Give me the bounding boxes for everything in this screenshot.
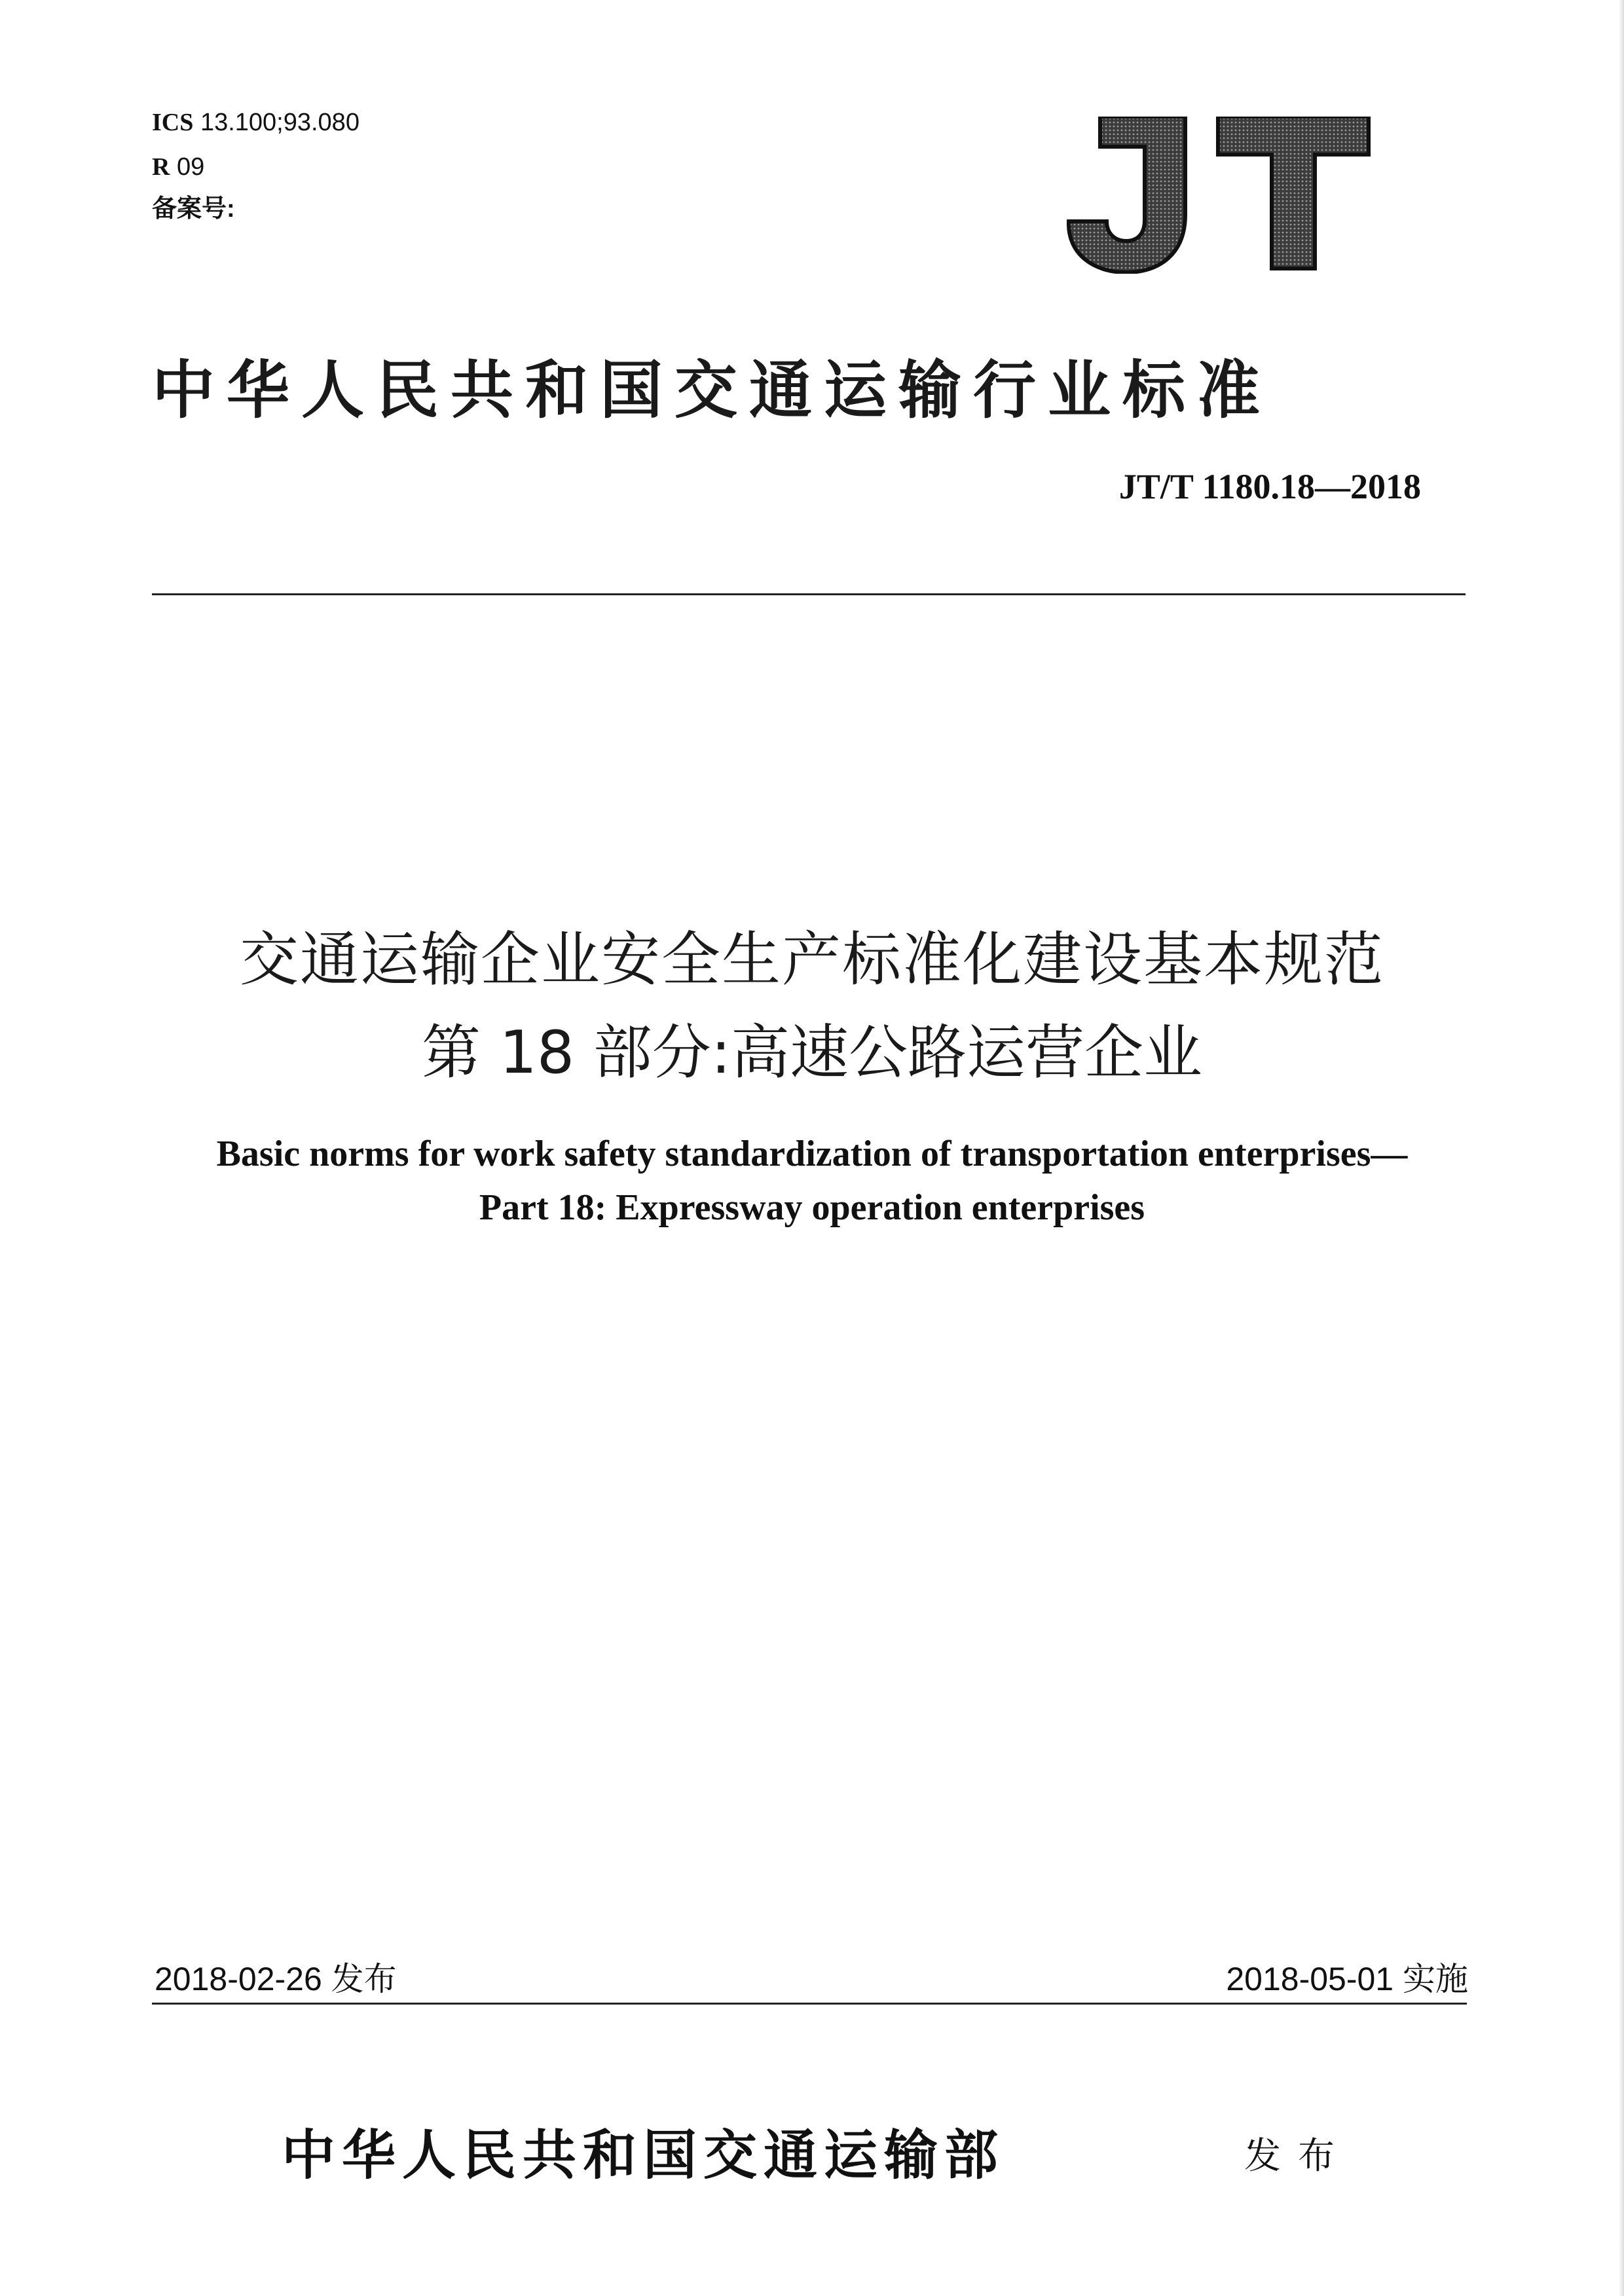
ics-label: ICS (152, 109, 194, 136)
record-number-label: 备案号: (152, 195, 235, 223)
standard-number: JT/T 1180.18—2018 (1118, 467, 1421, 506)
issuing-authority: 中华人民共和国交通运输部 (282, 2124, 1005, 2187)
chinese-title-line-2: 第 18 部分:高速公路运营企业 (421, 1018, 1203, 1087)
footer-divider (152, 2003, 1467, 2005)
jt-logo (1061, 117, 1375, 274)
header-divider (152, 593, 1466, 595)
ccs-label: R (152, 153, 170, 181)
ccs-value: 09 (177, 153, 205, 181)
english-title-line-2: Part 18: Expressway operation enterprises (479, 1187, 1145, 1228)
standard-category: 中华人民共和国交通运输行业标准 (152, 354, 1272, 427)
ics-code (152, 110, 360, 135)
english-title-line-1: Basic norms for work safety standardization of transportation enterprises— (216, 1134, 1408, 1174)
issue-date: 2018-02-26 发布 (155, 1961, 397, 1997)
chinese-title-line-1: 交通运输企业安全生产标准化建设基本规范 (240, 925, 1384, 994)
ccs-code (152, 155, 204, 179)
implementation-date: 2018-05-01 实施 (1226, 1961, 1468, 1997)
issuing-action: 发布 (1244, 2135, 1352, 2177)
ics-value: 13.100;93.080 (200, 109, 360, 136)
